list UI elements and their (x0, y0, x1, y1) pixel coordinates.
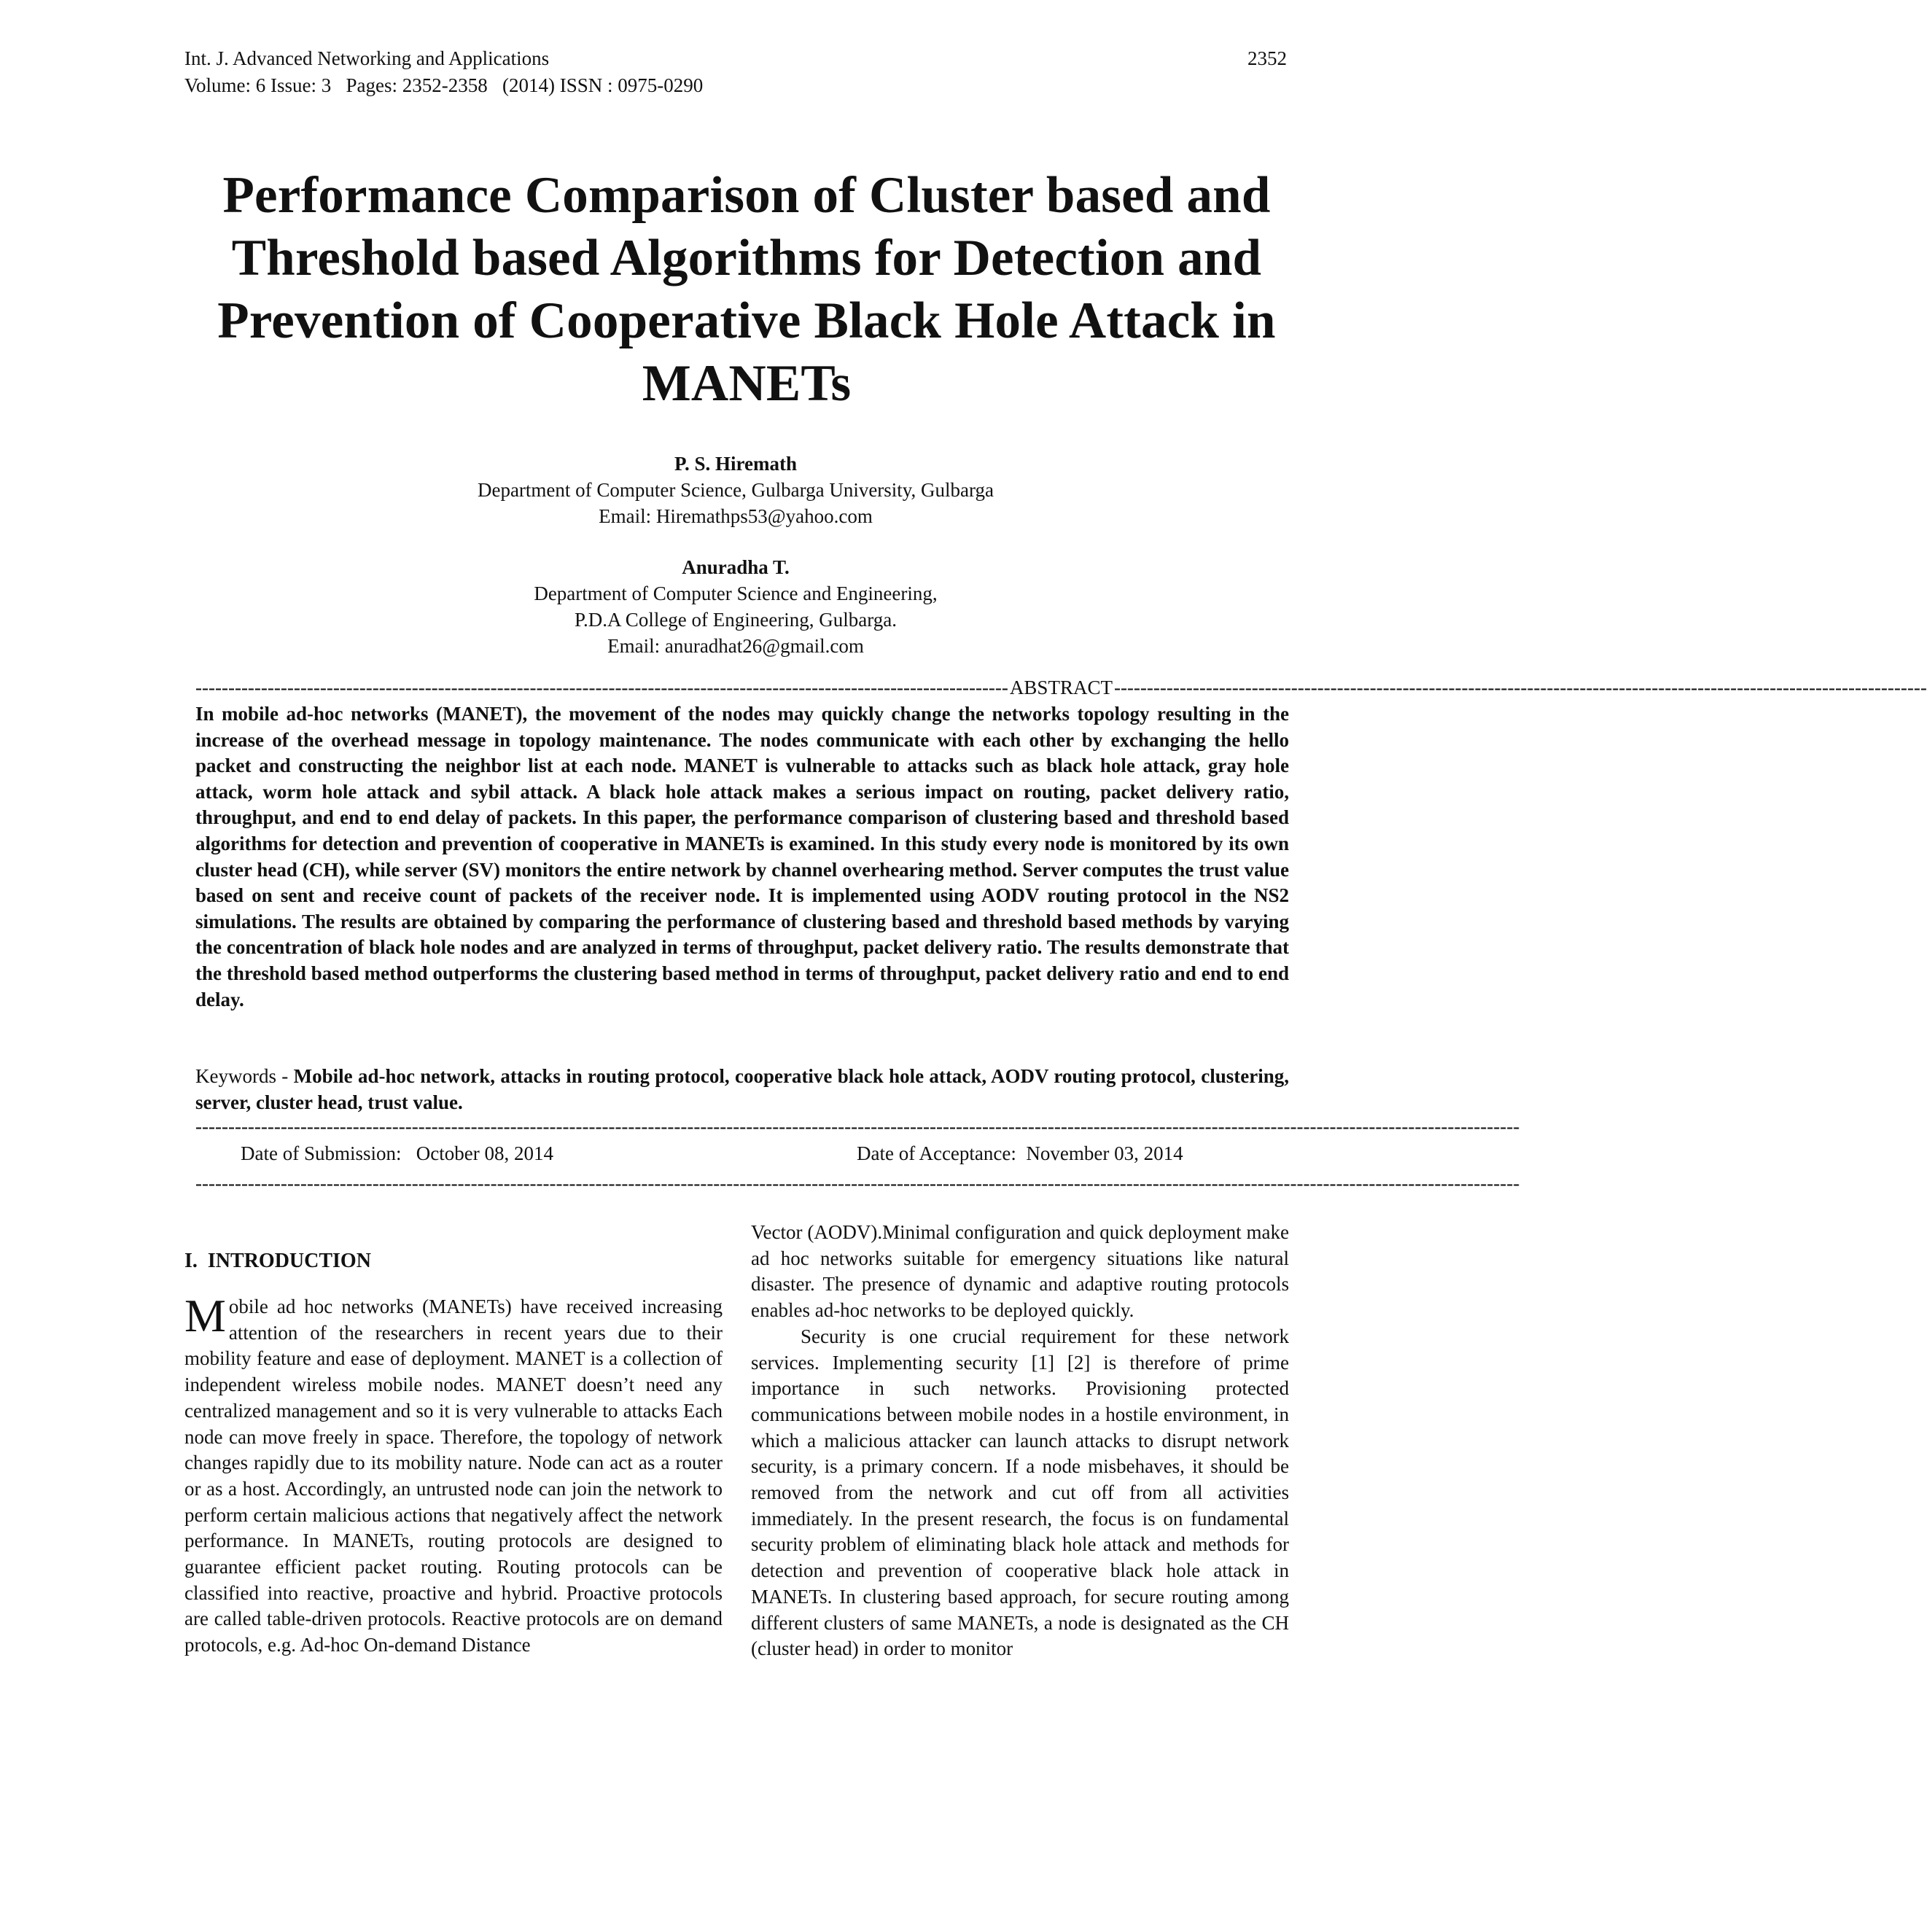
author-affiliation: Department of Computer Science and Engineering, (534, 583, 938, 604)
divider: ---------------------------------------------------------------------------------------------------------------------------------------------------------------------------------------------------------- (195, 1172, 1520, 1194)
author-name: Anuradha T. (682, 556, 790, 578)
divider-dashes: ---------------------------------------------------------------------------------------------------------------------------- (1113, 677, 1927, 698)
abstract-text: In mobile ad-hoc networks (MANET), the movement of the nodes may quickly change the networks topology resulting in the increase of the overhead message in topology maintenance. The nodes communicate with each other by exchanging the hello packet and constructing the neighbor list at each node. MANET is vulnerable to attacks such as black hole attack, gray hole attack, worm hole attack and sybil attack. A black hole attack makes a serious impact on routing, packet delivery ratio, throughput, and end to end delay of packets. In this paper, the performance comparison of clustering based and threshold based algorithms for detection and prevention of cooperative in MANETs is examined. In this study every node is monitored by its own cluster head (CH), while server (SV) monitors the entire network by channel overhearing method. Server computes the trust value based on sent and receive count of packets of the receiver node. It is implemented using AODV routing protocol in the NS2 simulations. The results are obtained by comparing the performance of clustering based and threshold based methods by varying the concentration of black hole nodes and are analyzed in terms of throughput, packet delivery ratio. The results demonstrate that the threshold based method outperforms the clustering based method in terms of throughput, packet delivery ratio and end to end delay. (195, 703, 1289, 1010)
divider: ---------------------------------------------------------------------------------------------------------------------------------------------------------------------------------------------------------- (195, 1115, 1520, 1137)
dates-row (241, 1140, 1247, 1166)
keywords-list: Mobile ad-hoc network, attacks in routing protocol, cooperative black hole attack, AODV routing protocol, clustering, server, cluster head, trust value. (195, 1065, 1289, 1113)
acceptance-date: Date of Acceptance: November 03, 2014 (857, 1142, 1183, 1164)
right-column (751, 1220, 1289, 1662)
journal-line-2: Volume: 6 Issue: 3 Pages: 2352-2358 (2014) ISSN : 0975-0290 (184, 74, 704, 96)
journal-line-1: Int. J. Advanced Networking and Applications (184, 47, 550, 69)
journal-header (184, 45, 1287, 99)
intro-text: obile ad hoc networks (MANETs) have received increasing attention of the researchers in recent years due to their mobility feature and ease of deployment. MANET is a collection of independent wireless mobile nodes. MANET doesn’t need any centralized management and so it is very vulnerable to attacks Each node can move freely in space. Therefore, the topology of network changes rapidly due to its mobility nature. Node can act as a router or as a host. Accordingly, an untrusted node can join the network to perform certain malicious actions that negatively affect the network performance. In MANETs, routing protocols are designed to guarantee efficient packet routing. Routing protocols can be classified into reactive, proactive and hybrid. Proactive protocols are called table-driven protocols. Reactive protocols are on demand protocols, e.g. Ad-hoc On-demand Distance (184, 1296, 723, 1656)
intro-paragraph (184, 1290, 723, 1659)
author-affiliation: Department of Computer Science, Gulbarga University, Gulbarga (477, 479, 994, 501)
body-paragraph: Vector (AODV).Minimal configuration and quick deployment make ad hoc networks suitable for emergency situations like natural disaster. The presence of dynamic and adaptive routing protocols enables ad-hoc networks to be deployed quickly. (751, 1221, 1289, 1322)
left-column (184, 1290, 723, 1659)
author-block-1 (184, 451, 1287, 529)
abstract-label: ABSTRACT (1009, 677, 1113, 698)
author-email: Email: anuradhat26@gmail.com (607, 635, 864, 657)
abstract-divider (195, 677, 1927, 698)
author-email: Email: Hiremathps53@yahoo.com (599, 505, 873, 527)
submission-date: Date of Submission: October 08, 2014 (241, 1142, 553, 1164)
keywords-label: Keywords - (195, 1065, 294, 1087)
drop-cap: M (184, 1290, 226, 1341)
body-paragraph: Security is one crucial requirement for these network services. Implementing security [1] [2] is therefore of prime importance in such networks. Provisioning protected communications between mobile nodes in a hostile environment, in which a malicious attacker can launch attacks to disrupt network security, is a primary concern. If a node misbehaves, it should be removed from the network and cut off from all activities immediately. In the present research, the focus is on fundamental security problem of eliminating black hole attack and methods for detection and prevention of cooperative black hole attack in MANETs. In clustering based approach, for secure routing among different clusters of same MANETs, a node is designated as the CH (cluster head) in order to monitor (751, 1325, 1289, 1660)
divider-dashes: ---------------------------------------------------------------------------------------------------------------------------- (195, 677, 1008, 698)
author-block-2 (184, 554, 1287, 659)
section-heading: I. INTRODUCTION (184, 1250, 371, 1272)
author-affiliation: P.D.A College of Engineering, Gulbarga. (575, 609, 897, 631)
page-number: 2352 (1247, 47, 1287, 69)
author-name: P. S. Hiremath (674, 453, 797, 475)
paper-title: Performance Comparison of Cluster based and Threshold based Algorithms for Detection and Prevention of Cooperative Black Hole Attack in MANETs (217, 167, 1276, 412)
keywords (195, 1063, 1289, 1115)
